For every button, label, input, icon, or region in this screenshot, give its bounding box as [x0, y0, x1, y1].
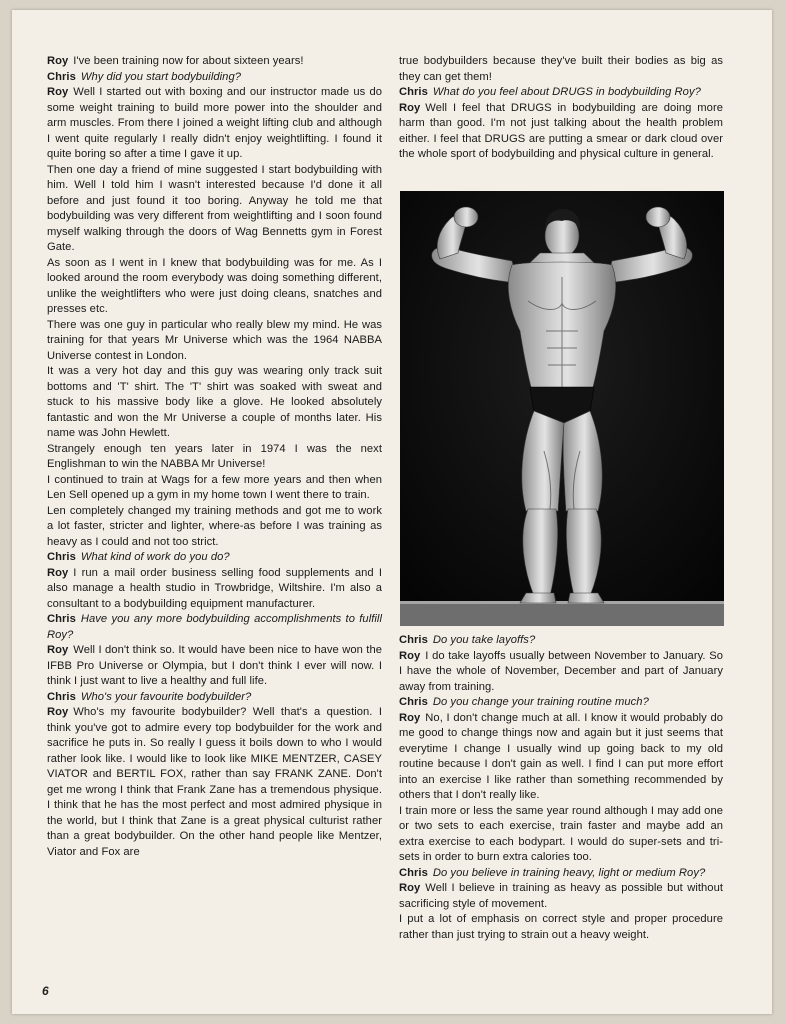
paragraph [399, 912, 723, 943]
speaker-name: Chris [399, 86, 428, 98]
answer-text: Well I feel that DRUGS in bodybuilding are doing more harm than good. I'm not just talking about the health problem either. I feel that DRUGS are putting a smear or dark cloud over the whole sport of bodybuilding and physical culture in general. [399, 101, 723, 160]
paragraph [399, 711, 723, 804]
magazine-page [12, 10, 772, 1014]
paragraph [399, 695, 723, 711]
speaker-name: Roy [47, 566, 69, 579]
speaker-name: Roy [47, 706, 69, 718]
paragraph [399, 649, 723, 696]
answer-text: No, I don't change much at all. I know it would probably do me good to change things now and again but it just seems that everytime I change I usually wind up going back to my old routine because I don't gain as well. I find I can put more effort into an exercise I like rather than something recommended by others that I don't really like. [399, 711, 723, 801]
question-text: Have you any more bodybuilding accomplishments to fulfill Roy? [47, 613, 382, 641]
paragraph [47, 318, 382, 365]
question-text: What kind of work do you do? [80, 551, 230, 563]
paragraph [47, 54, 382, 70]
answer-text: Well I believe in training as heavy as possible but without sacrificing style of movement. [399, 882, 723, 910]
paragraph [399, 866, 723, 882]
question-text: Who's your favourite bodybuilder? [80, 690, 252, 703]
answer-text: I've been training now for about sixteen years! [73, 55, 304, 67]
paragraph [47, 643, 382, 690]
paragraph [399, 881, 723, 912]
answer-text: I run a mail order business selling food supplements and I also manage a health studio in Trowbridge, Wiltshire. I'm also a consultant to a bodybuilding equipment manufacturer. [47, 566, 382, 610]
speaker-name: Roy [47, 86, 69, 98]
left-column [47, 54, 382, 860]
paragraph [47, 504, 382, 551]
answer-text: As soon as I went in I knew that bodybuilding was for me. As I looked around the room everybody was doing something different, unlike the weightlifters who were just doing cleans, snatches and presses etc. [47, 256, 382, 315]
answer-text: Then one day a friend of mine suggested I start bodybuilding with him. Well I told him I wasn't interested because I'd done it all before and just found it too boring. Anyway he told me that bodybuilding was very different from weightlifting and I soon found myself walking through the doors of Wag Bennetts gym in Forest Gate. [47, 163, 382, 253]
bodybuilder-photo [400, 191, 724, 626]
answer-text: Len completely changed my training methods and got me to work a lot faster, stricter and lighter, where-as before I was training as heavy as I could and not too strict. [47, 504, 382, 548]
speaker-name: Chris [47, 613, 76, 625]
paragraph [47, 550, 382, 566]
speaker-name: Chris [47, 551, 76, 563]
paragraph [399, 633, 723, 649]
speaker-name: Chris [399, 866, 428, 879]
speaker-name: Chris [399, 696, 428, 708]
paragraph [399, 101, 723, 163]
paragraph [47, 70, 382, 86]
speaker-name: Roy [399, 882, 421, 894]
paragraph [399, 85, 723, 101]
right-column-bottom [399, 633, 723, 943]
paragraph [47, 690, 382, 706]
paragraph [47, 442, 382, 473]
bodybuilder-figure-illustration [400, 191, 724, 626]
speaker-name: Roy [399, 711, 421, 724]
answer-text: Well I don't think so. It would have been nice to have won the IFBB Pro Universe or Olympia, but I don't think I ever will now. I think I just want to live a healthy and full life. [47, 644, 382, 687]
answer-text: true bodybuilders because they've built their bodies as big as they can get them! [399, 55, 723, 83]
answer-text: Well I started out with boxing and our instructor made us do some weight training to build more power into the shoulder and arm muscles. From there I joined a weight lifting club and although I went quite regularly I really didn't enjoy weightlifting. I found it quite boring so after a time I gave it up. [47, 86, 382, 160]
answer-text: I train more or less the same year round although I may add one or two sets to each exercise, train faster and maybe add an extra exercise to each bodypart. I would do super-sets and tri-sets in order to burn extra calories too. [399, 804, 723, 863]
answer-text: It was a very hot day and this guy was wearing only track suit bottoms and 'T' shirt. The 'T' shirt was soaked with sweat and stuck to his massive body like a glove. He looked absolutely fantastic and won the Mr Universe a couple of months later. His name was John Hewlett. [47, 365, 382, 439]
paragraph [399, 54, 723, 85]
question-text: Do you believe in training heavy, light or medium Roy? [432, 866, 706, 879]
answer-text: I continued to train at Wags for a few more years and then when Len Sell opened up a gym in my home town I went there to train. [47, 473, 382, 501]
speaker-name: Chris [399, 634, 428, 646]
question-text: Do you change your training routine much? [432, 696, 649, 708]
paragraph [47, 85, 382, 163]
answer-text: I put a lot of emphasis on correct style and proper procedure rather than just trying to strain out a heavy weight. [399, 913, 723, 941]
paragraph [47, 163, 382, 256]
paragraph [47, 364, 382, 442]
speaker-name: Roy [47, 55, 69, 67]
right-column-top [399, 54, 723, 163]
page-number: 6 [42, 984, 49, 998]
question-text: What do you feel about DRUGS in bodybuilding Roy? [432, 86, 701, 98]
paragraph [399, 804, 723, 866]
answer-text: I do take layoffs usually between November to January. So I have the whole of November, December and part of January away from training. [399, 649, 723, 693]
speaker-name: Roy [399, 649, 421, 662]
answer-text: Strangely enough ten years later in 1974 I was the next Englishman to win the NABBA Mr Universe! [47, 442, 382, 470]
paragraph [47, 473, 382, 504]
speaker-name: Chris [47, 690, 76, 703]
paragraph [47, 612, 382, 643]
paragraph [47, 256, 382, 318]
paragraph [47, 705, 382, 860]
speaker-name: Roy [47, 644, 69, 656]
answer-text: There was one guy in particular who really blew my mind. He was training for that years Mr Universe which was the 1964 NABBA Universe contest in London. [47, 318, 382, 362]
speaker-name: Chris [47, 70, 76, 83]
question-text: Do you take layoffs? [432, 634, 536, 646]
answer-text: Who's my favourite bodybuilder? Well that's a question. I think you've got to admire every top bodybuilder for the work and sacrifice he puts in. So really I guess it boils down to who I would rather look like. I would like to look like MIKE MENTZER, CASEY VIATOR and BERTIL FOX, rather than say FRANK ZANE. Don't get me wrong I think that Frank Zane has a tremendous physique. I think that he has the most perfect and most admired physique in the world, but I think that Zane is a great physical culturist rather than a great bodybuilder. On the other hand people like Mentzer, Viator and Fox are [47, 706, 382, 858]
question-text: Why did you start bodybuilding? [80, 70, 241, 83]
speaker-name: Roy [399, 101, 421, 114]
paragraph [47, 566, 382, 613]
